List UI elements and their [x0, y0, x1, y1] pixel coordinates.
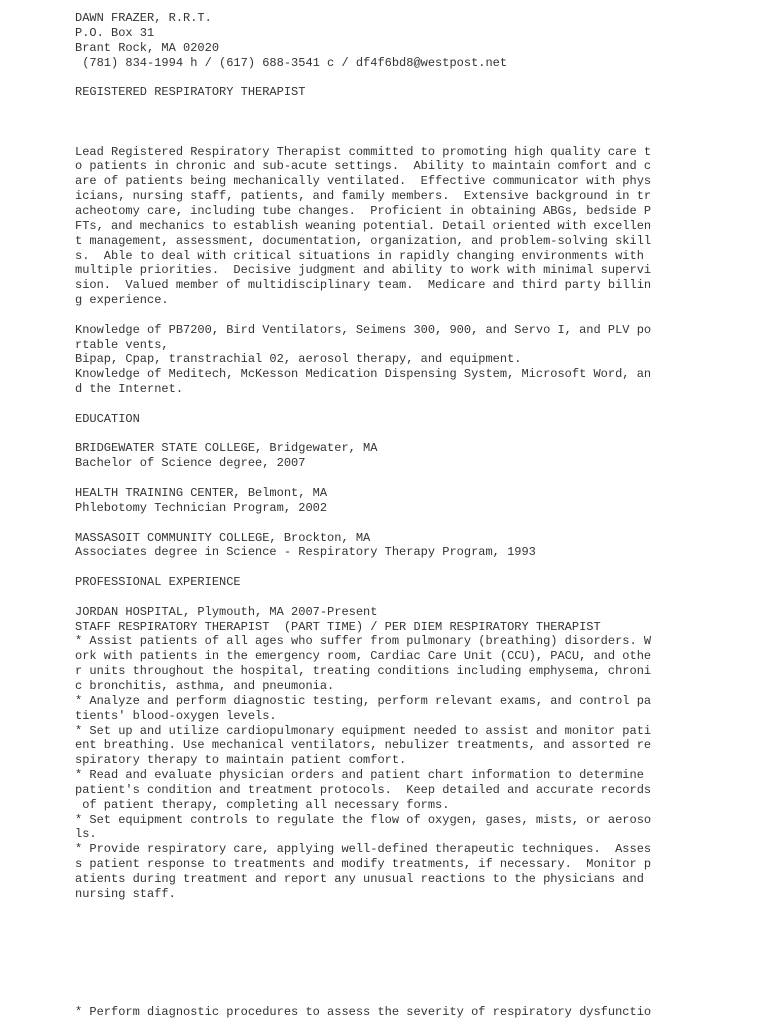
text-line: r units throughout the hospital, treating conditions including emphysema, chroni	[75, 664, 652, 679]
blank-line	[75, 516, 735, 531]
text-line: DAWN FRAZER, R.R.T.	[75, 11, 212, 25]
blank-line	[75, 130, 735, 145]
text-line: * Analyze and perform diagnostic testing, perform relevant exams, and control pa	[75, 693, 652, 708]
text-line: multiple priorities. Decisive judgment and ability to work with minimal supervi	[75, 263, 652, 278]
text-line: MASSASOIT COMMUNITY COLLEGE, Brockton, MA	[75, 530, 371, 545]
text-line: Brant Rock, MA 02020	[75, 40, 220, 55]
text-line: * Read and evaluate physician orders and patient chart information to determine	[75, 768, 644, 783]
text-line: Bachelor of Science degree, 2007	[75, 456, 306, 471]
text-line: * Set equipment controls to regulate the flow of oxygen, gases, mists, or aeroso	[75, 812, 652, 827]
blank-line	[75, 70, 735, 85]
text-line: (781) 834-1994 h / (617) 688-3541 c / df4f6bd8@westpost.net	[75, 55, 508, 70]
blank-line	[75, 560, 735, 575]
text-line: Associates degree in Science - Respiratory Therapy Program, 1993	[75, 545, 536, 560]
text-line: EDUCATION	[75, 411, 140, 426]
text-line: tients' blood-oxygen levels.	[75, 708, 277, 723]
text-line: * Provide respiratory care, applying well-defined therapeutic techniques. Asses	[75, 842, 652, 857]
text-line: nursing staff.	[75, 886, 176, 901]
text-line: sion. Valued member of multidisciplinary team. Medicare and third party billin	[75, 278, 652, 293]
text-line: * Set up and utilize cardiopulmonary equipment needed to assist and monitor pati	[75, 723, 652, 738]
text-line: s. Able to deal with critical situations in rapidly changing environments with	[75, 248, 644, 263]
text-line: P.O. Box 31	[75, 25, 155, 40]
text-line: JORDAN HOSPITAL, Plymouth, MA 2007-Present	[75, 604, 378, 619]
blank-line	[75, 427, 735, 442]
text-line: Phlebotomy Technician Program, 2002	[75, 500, 328, 515]
text-line: o patients in chronic and sub-acute settings. Ability to maintain comfort and c	[75, 159, 652, 174]
text-line: t management, assessment, documentation, organization, and problem-solving skill	[75, 233, 652, 248]
text-line: FTs, and mechanics to establish weaning potential. Detail oriented with excellen	[75, 218, 652, 233]
blank-line	[75, 308, 735, 323]
text-line: REGISTERED RESPIRATORY THERAPIST	[75, 85, 306, 100]
blank-line	[75, 115, 735, 130]
blank-line	[75, 471, 735, 486]
text-line: rtable vents,	[75, 337, 169, 352]
text-line: HEALTH TRAINING CENTER, Belmont, MA	[75, 486, 328, 500]
text-line: ls.	[75, 827, 97, 842]
text-line: BRIDGEWATER STATE COLLEGE, Bridgewater, MA	[75, 441, 378, 456]
text-line: Lead Registered Respiratory Therapist committed to promoting high quality care t	[75, 144, 652, 159]
text-line: acheotomy care, including tube changes. Proficient in obtaining ABGs, bedside P	[75, 203, 652, 218]
text-line: STAFF RESPIRATORY THERAPIST (PART TIME) / PER DIEM RESPIRATORY THERAPIST	[75, 619, 601, 634]
text-line: Knowledge of Meditech, McKesson Medication Dispensing System, Microsoft Word, an	[75, 367, 652, 382]
text-line: icians, nursing staff, patients, and family members. Extensive background in tr	[75, 189, 652, 204]
blank-line	[75, 590, 735, 605]
blank-line	[75, 100, 735, 115]
text-line: of patient therapy, completing all necessary forms.	[75, 797, 450, 812]
text-line: patient's condition and treatment protocols. Keep detailed and accurate records	[75, 782, 652, 797]
text-line: are of patients being mechanically ventilated. Effective communicator with phys	[75, 174, 652, 189]
resume-text-block	[75, 11, 735, 902]
text-line: ork with patients in the emergency room, Cardiac Care Unit (CCU), PACU, and othe	[75, 649, 652, 664]
text-line: spiratory therapy to maintain patient comfort.	[75, 753, 407, 768]
text-line: * Assist patients of all ages who suffer from pulmonary (breathing) disorders. W	[75, 634, 652, 649]
resume-bottom-line: * Perform diagnostic procedures to assess the severity of respiratory dysfunctio	[75, 1005, 652, 1019]
text-line: Bipap, Cpap, transtrachial 02, aerosol therapy, and equipment.	[75, 352, 522, 367]
blank-line	[75, 397, 735, 412]
text-line: s patient response to treatments and modify treatments, if necessary. Monitor p	[75, 857, 652, 872]
text-line: atients during treatment and report any unusual reactions to the physicians and	[75, 871, 644, 886]
text-line: PROFESSIONAL EXPERIENCE	[75, 575, 241, 590]
text-line: g experience.	[75, 293, 169, 308]
text-line: ent breathing. Use mechanical ventilators, nebulizer treatments, and assorted re	[75, 738, 652, 753]
text-line: d the Internet.	[75, 382, 184, 397]
text-line: c bronchitis, asthma, and pneumonia.	[75, 678, 335, 693]
text-line: Knowledge of PB7200, Bird Ventilators, Seimens 300, 900, and Servo I, and PLV po	[75, 322, 652, 337]
